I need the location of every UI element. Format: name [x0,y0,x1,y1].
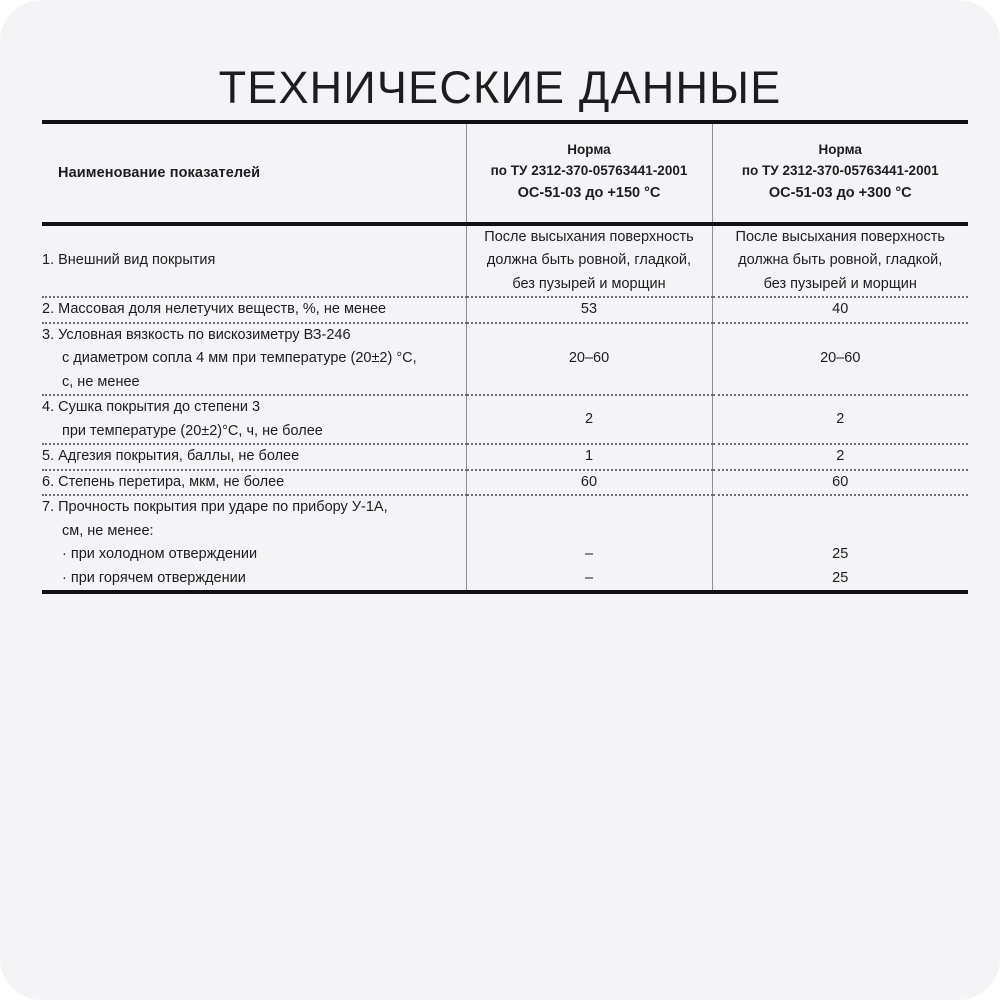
value-cell-300 [712,395,968,444]
table-bottom-rule [42,590,968,594]
value-cell-150-line: 20–60 [568,350,610,367]
specifications-table [42,120,968,590]
value-cell-150-line: – [584,546,594,563]
indicator-name-cell-line: 5. Адгезия покрытия, баллы, не более [42,448,300,465]
value-cell-150 [466,297,712,322]
column-header-norm-300-line3: ОС-51-03 до +300 °С [768,185,912,202]
value-cell-150-line: должна быть ровной, гладкой, [486,252,692,269]
indicator-name-cell-line: 3. Условная вязкость по вискозиметру ВЗ-246 [42,326,351,343]
value-cell-150-line: 53 [580,301,598,318]
value-cell-300 [712,323,968,395]
value-cell-150-line [467,496,712,519]
value-cell-300-line [713,520,969,543]
value-cell-300-line: 60 [832,473,849,490]
value-cell-300-line: После высыхания поверхность [735,229,945,245]
indicator-name-cell-line: 4. Сушка покрытия до степени 3 [42,399,261,416]
value-cell-150-line: 1 [584,448,594,465]
column-header-indicator-name: Наименование показателей [58,165,261,181]
indicator-name-cell-line: 1. Внешний вид покрытия [42,252,216,269]
table-row [42,224,968,297]
value-cell-150-line [467,520,712,543]
value-cell-150-line: 60 [580,473,598,490]
column-header-norm-300 [712,122,968,224]
value-cell-300-line: 25 [832,546,849,563]
value-cell-300-line: 20–60 [820,350,861,367]
table-row [42,444,968,469]
indicator-name-cell [42,470,466,495]
value-cell-300-line: должна быть ровной, гладкой, [738,252,943,269]
value-cell-150-line: 2 [584,411,594,428]
page-title: ТЕХНИЧЕСКИЕ ДАННЫЕ [218,62,782,114]
table-header-row [42,122,968,224]
table-row [42,470,968,495]
indicator-name-cell [42,395,466,444]
indicator-name-cell-line: с диаметром сопла 4 мм при температуре (20±2) °С, [62,350,417,367]
indicator-name-cell [42,444,466,469]
table-row [42,495,968,590]
column-header-norm-300-line2: по ТУ 2312-370-05763441-2001 [741,163,939,179]
specifications-table-wrapper [42,120,968,594]
table-row [42,323,968,395]
column-header-norm-150-line2: по ТУ 2312-370-05763441-2001 [490,163,688,179]
table-row [42,297,968,322]
value-cell-300 [712,495,968,590]
table-body [42,224,968,590]
indicator-name-cell-line: · при холодном отверждении [62,546,258,563]
indicator-name-cell-line: 2. Массовая доля нелетучих веществ, %, не менее [42,301,387,318]
value-cell-150-line: – [584,569,594,586]
table-header [42,122,968,224]
value-cell-300-line: 2 [836,411,845,428]
indicator-name-cell [42,495,466,590]
value-cell-150 [466,444,712,469]
value-cell-300 [712,224,968,297]
value-cell-300-line: 2 [836,448,845,465]
column-header-norm-150-line1: Норма [567,142,611,158]
indicator-name-cell [42,224,466,297]
value-cell-300-line [713,496,969,519]
value-cell-150-line: без пузырей и морщин [512,275,666,292]
indicator-name-cell-line: 6. Степень перетира, мкм, не более [42,473,285,490]
value-cell-150-line: После высыхания поверхность [484,229,694,245]
value-cell-150 [466,323,712,395]
indicator-name-cell [42,297,466,322]
indicator-name-cell [42,323,466,395]
value-cell-150 [466,224,712,297]
indicator-name-cell-line: см, не менее: [62,522,154,539]
column-header-norm-300-line1: Норма [818,142,862,158]
value-cell-300 [712,297,968,322]
value-cell-300-line: 25 [832,569,849,586]
column-header-norm-150 [466,122,712,224]
indicator-name-cell-line: с, не менее [62,373,140,390]
indicator-name-cell-line: · при горячем отверждении [62,569,246,586]
indicator-name-cell-line: 7. Прочность покрытия при ударе по прибору У-1А, [42,499,388,516]
value-cell-150 [466,495,712,590]
value-cell-300 [712,470,968,495]
indicator-name-cell-line: при температуре (20±2)°С, ч, не более [62,422,323,439]
table-row [42,395,968,444]
value-cell-300-line: 40 [832,301,849,318]
value-cell-300-line: без пузырей и морщин [763,275,917,292]
column-header-norm-150-line3: ОС-51-03 до +150 °С [517,185,661,202]
value-cell-150 [466,395,712,444]
value-cell-150 [466,470,712,495]
value-cell-300 [712,444,968,469]
